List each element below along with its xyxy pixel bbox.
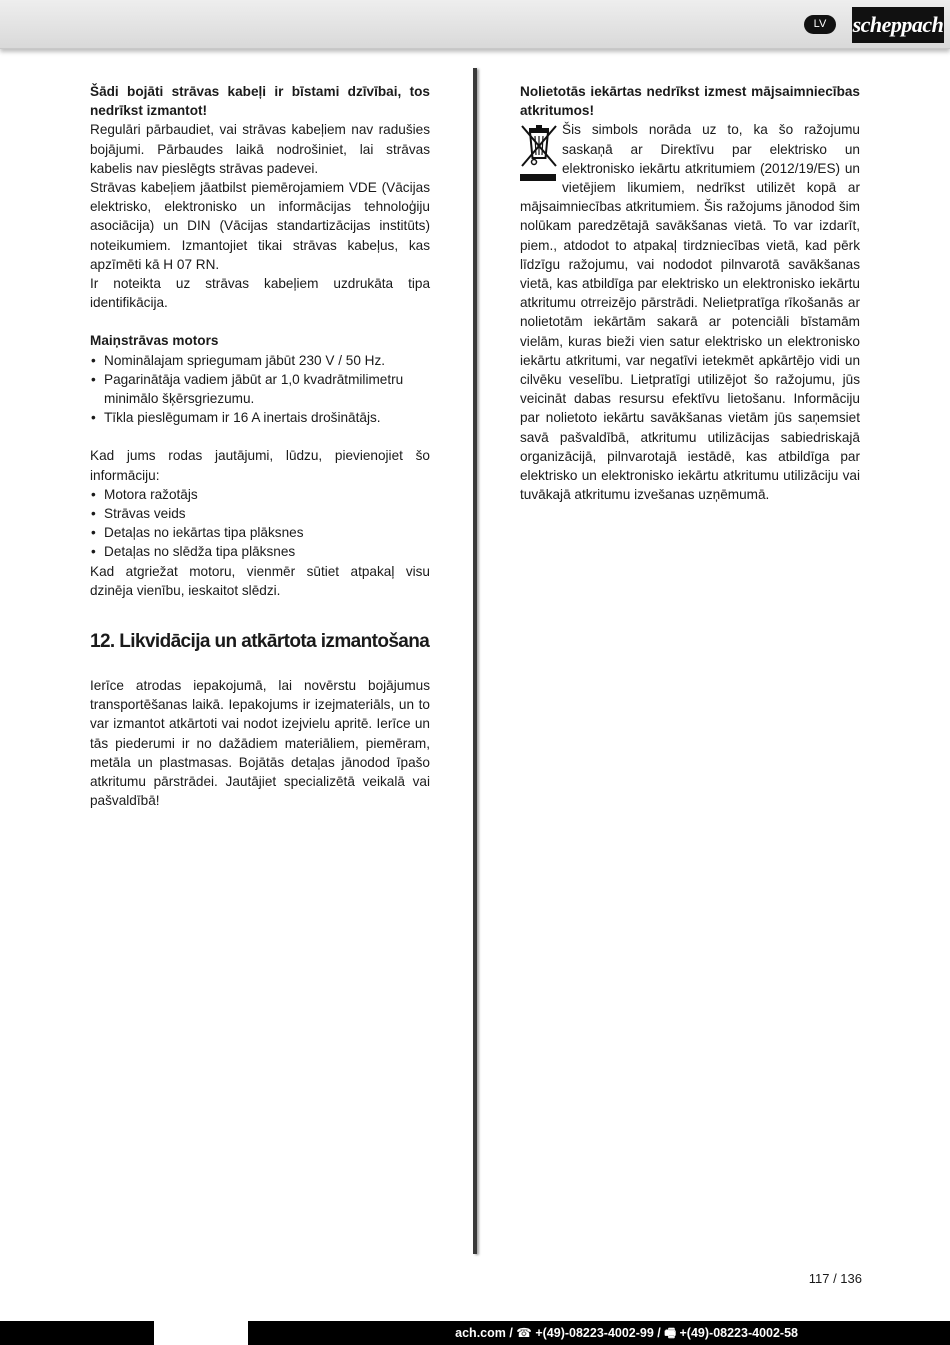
footer-contact: ach.com / ☎ +(49)-08223-4002-99 / 🖷 +(49)-08223-4002-58 [455, 1326, 798, 1340]
list-item: • Tīkla pieslēgumam ir 16 A inertais drošinātājs. [90, 408, 430, 427]
list-item: • Motora ražotājs [90, 485, 430, 504]
return-note: Kad atgriežat motoru, vienmēr sūtiet atpakaļ visu dzinēja vienību, ieskaitot slēdzi. [90, 563, 430, 598]
right-column [520, 82, 860, 504]
list-item: • Nominālajam spriegumam jābūt 230 V / 50 Hz. [90, 351, 430, 370]
disposal-paragraph: Ierīce atrodas iepakojumā, lai novērstu bojājumus transportēšanas laikā. Iepakojums ir izejmateriāls, un to var izmantot atkārtoti vai nodot izejvielu apritē. Ierīce un tās piederumi ir no dažādiem materiāliem, piemēram, metāla un plastmasas. Bojātās detaļas jānodod īpašo atkritumu pārstrādei. Jautājiet specializētā veikalā vai pašvaldībā! [90, 678, 430, 809]
list-item: • Pagarinātāja vadiem jābūt ar 1,0 kvadrātmilimetru minimālo šķērsgriezumu. [90, 370, 430, 408]
warning-text: Šādi bojāti strāvas kabeļi ir bīstami dzīvībai, tos nedrīkst izmantot! [90, 84, 430, 119]
language-badge: LV [804, 15, 836, 34]
weee-heading: Nolietotās iekārtas nedrīkst izmest mājsaimniecības atkritumos! [520, 84, 860, 119]
disposal-section [90, 676, 430, 810]
motor-heading: Maiņstrāvas motors [90, 333, 219, 349]
left-column [90, 82, 430, 600]
footer-gap [154, 1321, 248, 1345]
weee-paragraph: Šis simbols norāda uz to, ka šo ražojumu saskaņā ar Direktīvu par elektrisko un elektronisko iekārtu atkritumiem (2012/19/ES) un vietējiem likumiem, nedrīkst utilizēt kopā ar mājsaimniecības atkritumiem. Šis ražojums jānodod šim nolūkam paredzētajā savākšanas vietā. To var izdarīt, piem., atdodot to atpakaļ tirdzniecības vietā, kad pērk līdzīgu ražojumu, vai nododot pilnvarotā savākšanas vietā, kas atbildīga par elektrisko un elektronisko iekārtu atkritumu otrreizējo pārstrādi. Nelietpratīga rīkošanās ar nolietotām iekārtām sakarā ar potenciāli bīstamām vielām, kuras bieži vien satur elektrisko un elektronisko iekārtu atkritumi, var negatīvi ietekmēt apkārtējo vidi un cilvēku veselību. Lietpratīgi utilizējot šo ražojumu, jūs veicināt dabas resursu efektīvu lietošanu. Informāciju par nolietoto iekārtu savākšanas vietām jūs saņemsiet savā pašvaldībā, atkritumu utilizācijas sabiedriskajā organizācijā, pilnvarotajā iestādē, kas atbildīga par elektrisko un elektronisko iekārtu atkritumu utilizāciju vai tuvākajā atkritumu izvešanas uzņēmumā. [520, 122, 860, 503]
paragraph-inspection: Regulāri pārbaudiet, vai strāvas kabeļiem nav radušies bojājumi. Pārbaudes laikā nodrošiniet, lai strāvas kabelis nav pieslēgts strāvas padevei. [90, 122, 430, 176]
list-item: • Detaļas no iekārtas tipa plāksnes [90, 523, 430, 542]
list-item: • Strāvas veids [90, 504, 430, 523]
crossed-out-wheelie-bin-icon [520, 122, 558, 184]
scheppach-logo: scheppach [852, 7, 944, 43]
column-divider [473, 68, 477, 1254]
questions-list [90, 485, 430, 562]
list-item: • Detaļas no slēdža tipa plāksnes [90, 542, 430, 561]
paragraph-identification: Ir noteikta uz strāvas kabeļiem uzdrukāta tipa identifikācija. [90, 276, 430, 311]
motor-list [90, 351, 430, 428]
paragraph-standards: Strāvas kabeļiem jāatbilst piemērojamiem VDE (Vācijas elektrisko, elektronisko un informācijas tehnoloģiju asociācija) un DIN (Vācijas standartizācijas institūts) noteikumiem. Izmantojiet tikai strāvas kabeļus, kas apzīmēti kā H 07 RN. [90, 180, 430, 272]
section-title: 12. Likvidācija un atkārtota izmantošana [90, 631, 430, 652]
page-number: 117 / 136 [808, 1271, 862, 1286]
questions-intro: Kad jums rodas jautājumi, lūdzu, pievienojiet šo informāciju: [90, 448, 430, 483]
